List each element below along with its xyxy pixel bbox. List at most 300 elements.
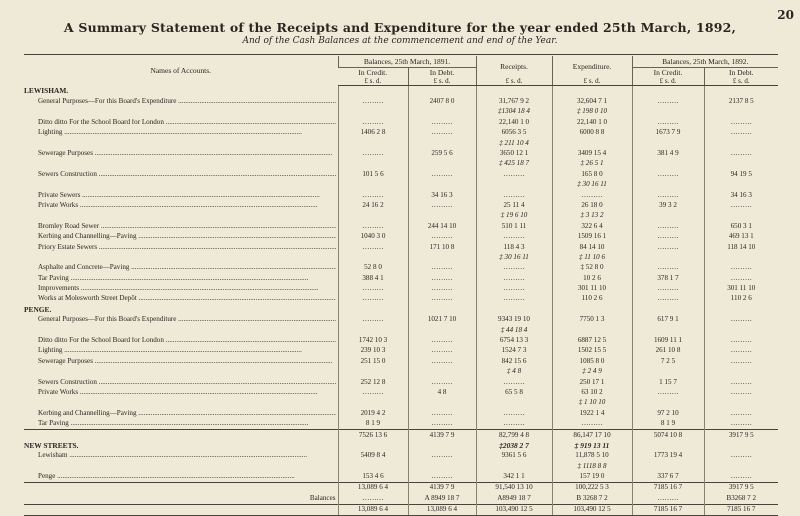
expenditure-cell: ‡ 1 10 10: [552, 398, 632, 408]
account-name: [24, 200, 338, 210]
credit-1892-cell: 381 4 9: [632, 148, 704, 158]
receipts-cell: 25 11 4: [476, 200, 552, 210]
credit-1891-cell: [338, 367, 408, 377]
account-name: [24, 356, 338, 366]
table-row: [24, 242, 778, 252]
debt-1891-cell: ………: [408, 283, 476, 293]
table-row: [24, 138, 778, 148]
account-name: [24, 159, 338, 169]
receipts-cell: [476, 304, 552, 314]
debt-1891-cell: ………: [408, 419, 476, 430]
debt-1892-cell: 469 13 1: [704, 231, 778, 241]
lsd-label: £ s. d.: [552, 77, 632, 86]
debt-1891-cell: ………: [408, 117, 476, 127]
page-number: 20: [777, 8, 794, 22]
debt-1891-cell: ………: [408, 294, 476, 304]
table-row: [24, 356, 778, 366]
debt-1892-cell: [704, 461, 778, 471]
debt-1891-cell: ………: [408, 356, 476, 366]
expenditure-cell: 1509 16 1: [552, 231, 632, 241]
credit-1892-cell: 1609 11 1: [632, 335, 704, 345]
receipts-cell: ………: [476, 231, 552, 241]
debt-1892-cell: 34 16 3: [704, 190, 778, 200]
expenditure-cell: 103,490 12 5: [552, 504, 632, 515]
credit-1891-cell: 1406 2 8: [338, 128, 408, 138]
receipts-cell: [476, 461, 552, 471]
table-row: [24, 231, 778, 241]
credit-1892-cell: [632, 440, 704, 450]
credit-1892-cell: 378 1 7: [632, 273, 704, 283]
table-row: [24, 128, 778, 138]
credit-1891-cell: ………: [338, 315, 408, 325]
debt-1891-cell: [408, 86, 476, 97]
account-name: [24, 117, 338, 127]
account-name: [24, 169, 338, 179]
header-in-debt-1891: In Debt.: [408, 68, 476, 78]
debt-1891-cell: [408, 138, 476, 148]
credit-1892-cell: ………: [632, 117, 704, 127]
account-name: [24, 148, 338, 158]
account-name-text: General Purposes—For this Board's Expenditure .....: [38, 316, 336, 323]
credit-1891-cell: [338, 325, 408, 335]
receipts-cell: [476, 86, 552, 97]
debt-1892-cell: ………: [704, 346, 778, 356]
credit-1891-cell: ………: [338, 117, 408, 127]
credit-1891-cell: ………: [338, 242, 408, 252]
receipts-cell: ‡2038 2 7: [476, 440, 552, 450]
expenditure-cell: 250 17 1: [552, 377, 632, 387]
lsd-label: £ s. d.: [408, 77, 476, 86]
credit-1891-cell: [338, 304, 408, 314]
account-name: [24, 315, 338, 325]
account-name: [24, 408, 338, 418]
table-row: [24, 190, 778, 200]
account-name-text: Improvements .....: [38, 285, 336, 292]
expenditure-cell: 1502 15 5: [552, 346, 632, 356]
receipts-cell: 118 4 3: [476, 242, 552, 252]
debt-1891-cell: [408, 367, 476, 377]
header-in-debt-1892: In Debt.: [704, 68, 778, 78]
table-row: [24, 252, 778, 262]
account-name-text: Bromley Road Sewer .....: [38, 223, 336, 230]
lsd-label: £ s. d.: [476, 77, 552, 86]
credit-1891-cell: 1040 3 0: [338, 231, 408, 241]
credit-1892-cell: 7 2 5: [632, 356, 704, 366]
credit-1891-cell: [338, 461, 408, 471]
credit-1891-cell: 13,089 6 4: [338, 482, 408, 493]
table-row: [24, 148, 778, 158]
receipts-cell: 6754 13 3: [476, 335, 552, 345]
receipts-cell: 91,540 13 10: [476, 482, 552, 493]
expenditure-cell: 322 6 4: [552, 221, 632, 231]
expenditure-cell: [552, 86, 632, 97]
debt-1892-cell: [704, 86, 778, 97]
credit-1892-cell: 97 2 10: [632, 408, 704, 418]
credit-1892-cell: ………: [632, 283, 704, 293]
credit-1891-cell: [338, 180, 408, 190]
credit-1892-cell: 39 3 2: [632, 200, 704, 210]
receipts-cell: 842 15 6: [476, 356, 552, 366]
expenditure-cell: ‡ 1118 8 8: [552, 461, 632, 471]
credit-1891-cell: [338, 86, 408, 97]
debt-1892-cell: ………: [704, 451, 778, 461]
expenditure-cell: 301 11 10: [552, 283, 632, 293]
debt-1892-cell: [704, 211, 778, 221]
credit-1892-cell: ………: [632, 294, 704, 304]
header-balances-1891: Balances, 25th March, 1891.: [338, 56, 476, 68]
debt-1892-cell: 7185 16 7: [704, 504, 778, 515]
expenditure-cell: 165 8 0: [552, 169, 632, 179]
credit-1892-cell: 337 6 7: [632, 471, 704, 482]
debt-1891-cell: [408, 211, 476, 221]
receipts-cell: 510 1 11: [476, 221, 552, 231]
credit-1892-cell: ………: [632, 96, 704, 106]
debt-1891-cell: ………: [408, 231, 476, 241]
credit-1891-cell: ………: [338, 283, 408, 293]
account-name: [24, 461, 338, 471]
account-name: [24, 377, 338, 387]
credit-1892-cell: 617 9 1: [632, 315, 704, 325]
receipts-cell: 82,799 4 8: [476, 429, 552, 440]
credit-1892-cell: 261 10 8: [632, 346, 704, 356]
debt-1892-cell: ………: [704, 148, 778, 158]
debt-1892-cell: [704, 304, 778, 314]
receipts-cell: 342 1 1: [476, 471, 552, 482]
credit-1891-cell: [338, 138, 408, 148]
table-row: [24, 263, 778, 273]
debt-1892-cell: [704, 398, 778, 408]
table-row: [24, 367, 778, 377]
debt-1892-cell: ………: [704, 387, 778, 397]
credit-1892-cell: [632, 461, 704, 471]
receipts-cell: ………: [476, 263, 552, 273]
expenditure-cell: 6000 8 8: [552, 128, 632, 138]
credit-1892-cell: ………: [632, 231, 704, 241]
debt-1892-cell: [704, 159, 778, 169]
account-name-text: Ditto ditto For the School Board for London .....: [38, 119, 336, 126]
table-row: [24, 419, 778, 430]
account-name-text: NEW STREETS.: [24, 441, 79, 450]
account-name-text: Priory Estate Sewers .....: [38, 244, 336, 251]
debt-1892-cell: [704, 180, 778, 190]
account-name: [24, 493, 338, 504]
credit-1891-cell: ………: [338, 190, 408, 200]
debt-1891-cell: [408, 107, 476, 117]
table-row: [24, 200, 778, 210]
debt-1891-cell: ………: [408, 377, 476, 387]
account-name: [24, 504, 338, 515]
credit-1892-cell: ………: [632, 190, 704, 200]
account-name: [24, 231, 338, 241]
account-name: [24, 283, 338, 293]
debt-1891-cell: [408, 398, 476, 408]
account-name: [24, 387, 338, 397]
receipts-cell: ‡ 44 18 4: [476, 325, 552, 335]
debt-1892-cell: ………: [704, 356, 778, 366]
account-name: [24, 128, 338, 138]
expenditure-cell: ………: [552, 190, 632, 200]
table-row: [24, 493, 778, 504]
credit-1892-cell: 8 1 9: [632, 419, 704, 430]
credit-1892-cell: 5074 10 8: [632, 429, 704, 440]
expenditure-cell: 6887 12 5: [552, 335, 632, 345]
header-in-credit-1891: In Credit.: [338, 68, 408, 78]
account-name-text: Balances: [309, 494, 336, 502]
account-name: [24, 138, 338, 148]
debt-1891-cell: ………: [408, 169, 476, 179]
debt-1892-cell: ………: [704, 200, 778, 210]
receipts-cell: ‡ 425 18 7: [476, 159, 552, 169]
account-name-text: Kerbing and Channelling—Paving .....: [38, 233, 336, 240]
page-subtitle: And of the Cash Balances at the commencement and end of the Year.: [242, 36, 558, 46]
credit-1891-cell: 8 1 9: [338, 419, 408, 430]
debt-1891-cell: 171 10 8: [408, 242, 476, 252]
account-name-text: General Purposes—For this Board's Expenditure .....: [38, 98, 336, 105]
debt-1892-cell: ………: [704, 408, 778, 418]
account-name-text: Sewerage Purposes .....: [38, 358, 336, 365]
receipts-cell: ‡1304 18 4: [476, 107, 552, 117]
credit-1891-cell: 52 8 0: [338, 263, 408, 273]
receipts-cell: 22,140 1 0: [476, 117, 552, 127]
debt-1892-cell: ………: [704, 419, 778, 430]
table-row: [24, 180, 778, 190]
table-row: [24, 107, 778, 117]
account-name-text: Lighting .....: [38, 347, 336, 354]
receipts-cell: ………: [476, 283, 552, 293]
account-name: [24, 294, 338, 304]
receipts-cell: 31,767 9 2: [476, 96, 552, 106]
expenditure-cell: ‡ 3 13 2: [552, 211, 632, 221]
account-name: [24, 86, 338, 97]
debt-1892-cell: 3917 9 5: [704, 429, 778, 440]
credit-1892-cell: 7185 16 7: [632, 482, 704, 493]
table-row: [24, 387, 778, 397]
table-row: [24, 451, 778, 461]
table-row: [24, 335, 778, 345]
receipts-cell: ………: [476, 419, 552, 430]
credit-1892-cell: ………: [632, 169, 704, 179]
debt-1891-cell: [408, 325, 476, 335]
credit-1892-cell: 7185 16 7: [632, 504, 704, 515]
debt-1891-cell: [408, 252, 476, 262]
expenditure-cell: 11,878 5 10: [552, 451, 632, 461]
debt-1891-cell: ………: [408, 408, 476, 418]
table-row: [24, 461, 778, 471]
credit-1891-cell: ………: [338, 148, 408, 158]
expenditure-cell: [552, 325, 632, 335]
credit-1892-cell: 1673 7 9: [632, 128, 704, 138]
receipts-cell: ‡ 30 16 11: [476, 252, 552, 262]
account-name-text: Works at Molesworth Street Depôt .....: [38, 295, 336, 302]
debt-1892-cell: ………: [704, 273, 778, 283]
account-name: [24, 263, 338, 273]
debt-1891-cell: ………: [408, 273, 476, 283]
expenditure-cell: 86,147 17 10: [552, 429, 632, 440]
expenditure-cell: 26 18 0: [552, 200, 632, 210]
credit-1891-cell: 1742 10 3: [338, 335, 408, 345]
debt-1892-cell: [704, 107, 778, 117]
account-name: [24, 273, 338, 283]
receipts-cell: ………: [476, 190, 552, 200]
receipts-cell: 103,490 12 5: [476, 504, 552, 515]
debt-1892-cell: [704, 325, 778, 335]
credit-1892-cell: ………: [632, 221, 704, 231]
account-name: [24, 107, 338, 117]
table-row: [24, 283, 778, 293]
debt-1891-cell: 1021 7 10: [408, 315, 476, 325]
expenditure-cell: ‡ 198 0 10: [552, 107, 632, 117]
expenditure-cell: ‡ 30 16 11: [552, 180, 632, 190]
credit-1891-cell: [338, 107, 408, 117]
account-name: [24, 440, 338, 450]
expenditure-cell: [552, 304, 632, 314]
expenditure-cell: ‡ 52 8 0: [552, 263, 632, 273]
account-name-text: PENGE.: [24, 305, 52, 314]
account-name-text: Private Works .....: [38, 202, 336, 209]
receipts-cell: ………: [476, 377, 552, 387]
account-name: [24, 429, 338, 440]
debt-1892-cell: [704, 252, 778, 262]
table-row: [24, 398, 778, 408]
table-row: [24, 471, 778, 482]
table-row: [24, 96, 778, 106]
credit-1891-cell: 24 16 2: [338, 200, 408, 210]
credit-1892-cell: [632, 180, 704, 190]
account-name: [24, 242, 338, 252]
credit-1892-cell: [632, 367, 704, 377]
debt-1892-cell: 94 19 5: [704, 169, 778, 179]
account-name-text: Private Sewers .....: [38, 192, 336, 199]
credit-1892-cell: [632, 159, 704, 169]
debt-1892-cell: ………: [704, 377, 778, 387]
total-row: [24, 429, 778, 440]
debt-1892-cell: 3917 9 5: [704, 482, 778, 493]
debt-1892-cell: [704, 440, 778, 450]
account-name-text: Ditto ditto For the School Board for London .....: [38, 337, 336, 344]
lsd-label: £ s. d.: [632, 77, 704, 86]
debt-1892-cell: [704, 367, 778, 377]
credit-1891-cell: 101 5 6: [338, 169, 408, 179]
debt-1891-cell: 4139 7 9: [408, 482, 476, 493]
debt-1892-cell: ………: [704, 263, 778, 273]
credit-1892-cell: 1773 19 4: [632, 451, 704, 461]
account-name: [24, 367, 338, 377]
header-balances-1892: Balances, 25th March, 1892.: [632, 56, 778, 68]
receipts-cell: ‡ 211 10 4: [476, 138, 552, 148]
debt-1891-cell: ………: [408, 346, 476, 356]
table-row: [24, 169, 778, 179]
account-name: [24, 346, 338, 356]
debt-1892-cell: [704, 138, 778, 148]
account-name: [24, 221, 338, 231]
ledger-table: [24, 56, 778, 516]
credit-1892-cell: [632, 107, 704, 117]
debt-1891-cell: 244 14 10: [408, 221, 476, 231]
credit-1892-cell: 1 15 7: [632, 377, 704, 387]
expenditure-cell: 3409 15 4: [552, 148, 632, 158]
page-title: A Summary Statement of the Receipts and Expenditure for the year ended 25th March, 1892,: [63, 20, 737, 35]
debt-1892-cell: ………: [704, 335, 778, 345]
table-row: [24, 408, 778, 418]
credit-1892-cell: [632, 211, 704, 221]
lsd-label: £ s. d.: [704, 77, 778, 86]
receipts-cell: 9361 5 6: [476, 451, 552, 461]
credit-1891-cell: ………: [338, 294, 408, 304]
expenditure-cell: 63 10 2: [552, 387, 632, 397]
account-name-text: Penge .....: [38, 473, 336, 480]
expenditure-cell: 1085 8 0: [552, 356, 632, 366]
table-row: [24, 273, 778, 283]
account-name-text: Kerbing and Channelling—Paving .....: [38, 410, 336, 417]
expenditure-cell: 32,604 7 1: [552, 96, 632, 106]
expenditure-cell: ‡ 919 13 11: [552, 440, 632, 450]
debt-1891-cell: 259 5 6: [408, 148, 476, 158]
debt-1892-cell: B3268 7 2: [704, 493, 778, 504]
table-row: [24, 159, 778, 169]
credit-1891-cell: 13,089 6 4: [338, 504, 408, 515]
expenditure-cell: 110 2 6: [552, 294, 632, 304]
expenditure-cell: 7750 1 3: [552, 315, 632, 325]
credit-1891-cell: [338, 398, 408, 408]
receipts-cell: 1524 7 3: [476, 346, 552, 356]
header-in-credit-1892: In Credit.: [632, 68, 704, 78]
debt-1891-cell: [408, 440, 476, 450]
table-row: [24, 346, 778, 356]
debt-1892-cell: 118 14 10: [704, 242, 778, 252]
debt-1892-cell: ………: [704, 471, 778, 482]
credit-1891-cell: [338, 211, 408, 221]
account-name-text: Sewers Construction .....: [38, 379, 336, 386]
account-name: [24, 180, 338, 190]
debt-1891-cell: ………: [408, 335, 476, 345]
debt-1891-cell: [408, 159, 476, 169]
receipts-cell: 3650 12 1: [476, 148, 552, 158]
top-rule: [24, 54, 778, 55]
table-row: [24, 117, 778, 127]
receipts-cell: 6056 3 5: [476, 128, 552, 138]
account-name-text: Asphalte and Concrete—Paving .....: [38, 264, 336, 271]
expenditure-cell: 100,222 5 3: [552, 482, 632, 493]
account-name-text: Lewisham .....: [38, 452, 336, 459]
credit-1891-cell: ………: [338, 96, 408, 106]
receipts-cell: ‡ 4 8: [476, 367, 552, 377]
table-row: [24, 294, 778, 304]
credit-1892-cell: [632, 325, 704, 335]
ledger-body: [24, 86, 778, 516]
account-name-text: LEWISHAM.: [24, 87, 69, 95]
credit-1891-cell: 252 12 8: [338, 377, 408, 387]
debt-1892-cell: 110 2 6: [704, 294, 778, 304]
debt-1892-cell: ………: [704, 315, 778, 325]
account-name: [24, 190, 338, 200]
debt-1892-cell: 301 11 10: [704, 283, 778, 293]
account-name: [24, 471, 338, 482]
account-name: [24, 304, 338, 314]
account-name-text: Tar Paving .....: [38, 275, 336, 282]
account-name-text: Private Works .....: [38, 389, 336, 396]
debt-1891-cell: ………: [408, 128, 476, 138]
receipts-cell: ………: [476, 294, 552, 304]
receipts-cell: ………: [476, 273, 552, 283]
expenditure-cell: 157 19 0: [552, 471, 632, 482]
receipts-cell: 9343 19 10: [476, 315, 552, 325]
credit-1892-cell: ………: [632, 387, 704, 397]
debt-1892-cell: 2137 8 5: [704, 96, 778, 106]
credit-1891-cell: [338, 440, 408, 450]
receipts-cell: [476, 180, 552, 190]
account-name: [24, 325, 338, 335]
credit-1892-cell: ………: [632, 493, 704, 504]
